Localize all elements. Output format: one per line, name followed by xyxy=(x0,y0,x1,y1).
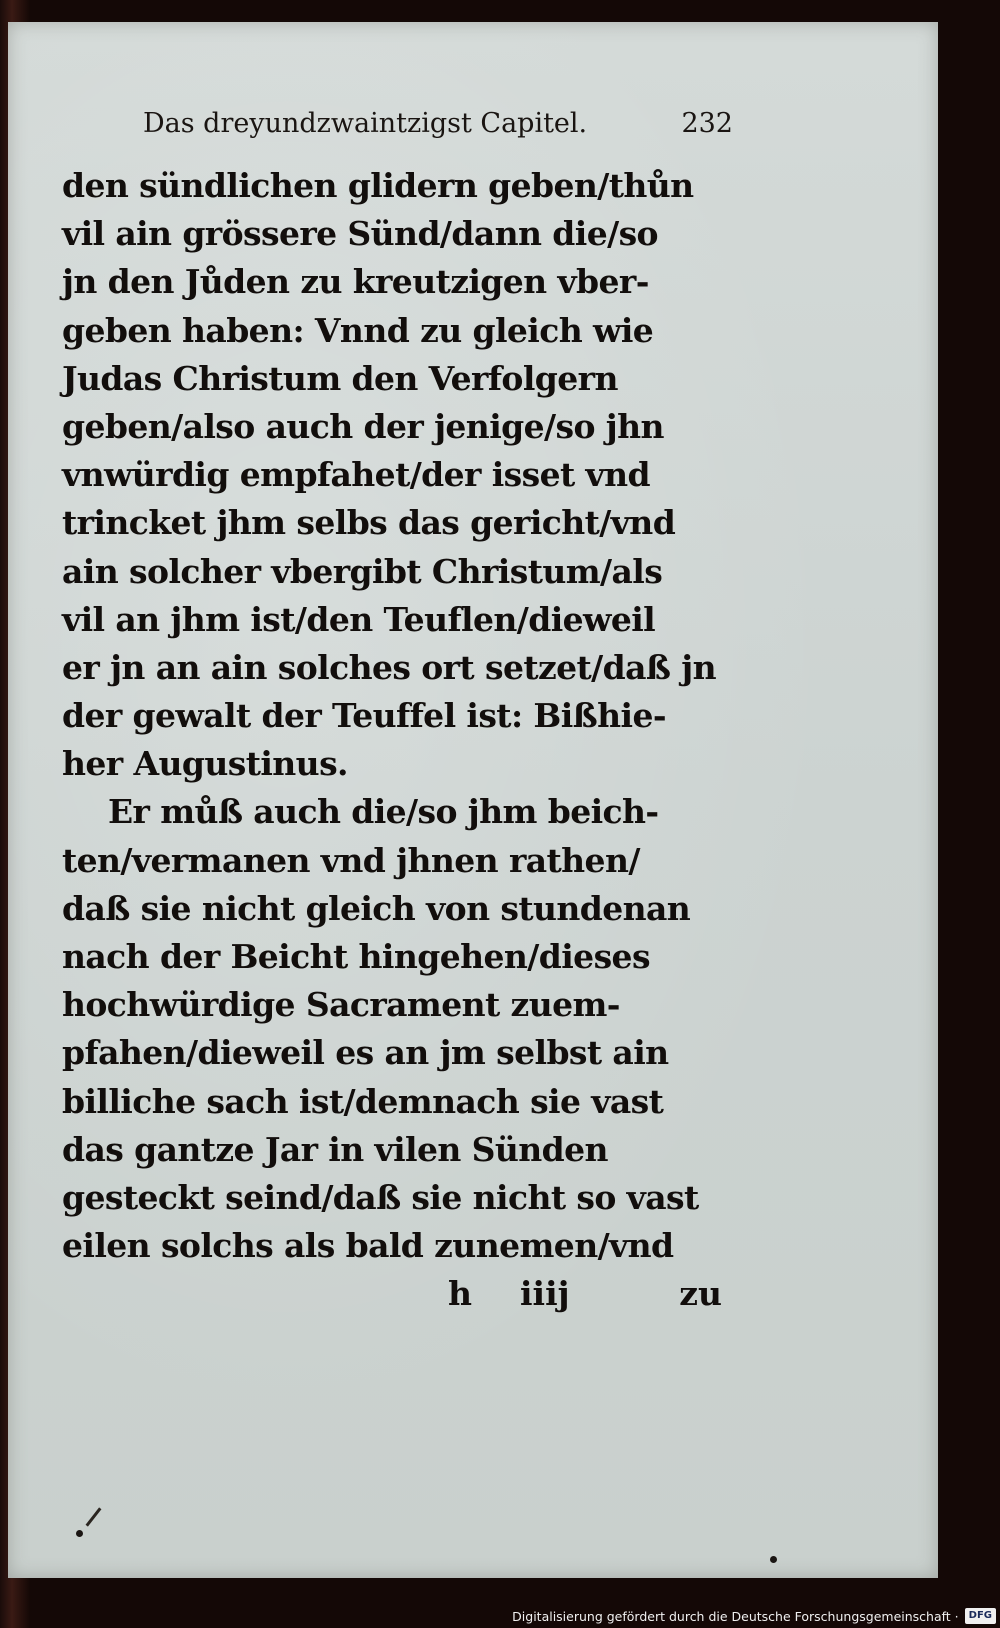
text-line: geben/also auch der jenige/so jhn xyxy=(62,406,664,446)
paragraph-start-line: Er můß auch die/so jhm beich- xyxy=(108,792,659,832)
text-line: Judas Christum den Verfolgern xyxy=(62,358,618,398)
text-line: den sündlichen glidern geben/thůn xyxy=(62,166,694,205)
ink-speck xyxy=(76,1530,83,1537)
text-line: jn den Jůden zu kreutzigen vber- xyxy=(62,262,649,302)
text-line: ten/vermanen vnd jhnen rathen/ xyxy=(62,840,640,880)
text-line: pfahen/dieweil es an jm selbst ain xyxy=(62,1033,669,1073)
text-line: der gewalt der Teuffel ist: Bißhie- xyxy=(62,696,666,736)
catchword: zu xyxy=(679,1274,722,1313)
text-line: gesteckt seind/daß sie nicht so vast xyxy=(62,1177,699,1217)
ink-stroke-mark xyxy=(86,1507,102,1526)
text-line: geben haben: Vnnd zu gleich wie xyxy=(62,310,654,350)
text-line: vnwürdig empfahet/der isset vnd xyxy=(62,455,650,495)
text-line: vil ain grössere Sünd/dann die/so xyxy=(62,214,658,254)
page-footer xyxy=(62,1274,722,1322)
body-text xyxy=(62,162,722,1270)
signature-number: iiij xyxy=(520,1274,570,1313)
dfg-logo: DFG xyxy=(965,1608,996,1624)
text-line: billiche sach ist/demnach sie vast xyxy=(62,1081,664,1121)
text-line: eilen solchs als bald zunemen/vnd xyxy=(62,1226,674,1266)
book-page xyxy=(8,22,938,1578)
text-line: das gantze Jar in vilen Sünden xyxy=(62,1129,608,1169)
signature-mark: h xyxy=(448,1274,472,1313)
text-line: daß sie nicht gleich von stundenan xyxy=(62,888,691,928)
text-line: er jn an ain solches ort setzet/daß jn xyxy=(62,647,716,687)
text-line: vil an jhm ist/den Teuflen/dieweil xyxy=(62,599,656,639)
running-title: Das dreyundzwaintzigst Capitel. xyxy=(143,108,588,139)
text-line: trincket jhm selbs das gericht/vnd xyxy=(62,503,676,543)
digitization-credit xyxy=(512,1606,996,1626)
text-line: ain solcher vbergibt Christum/als xyxy=(62,551,663,591)
running-head xyxy=(143,108,733,148)
folio-number: 232 xyxy=(681,108,733,139)
text-line: nach der Beicht hingehen/dieses xyxy=(62,937,650,976)
text-line: her Augustinus. xyxy=(62,744,348,784)
text-line: hochwürdige Sacrament zuem- xyxy=(62,985,620,1025)
credit-text: Digitalisierung gefördert durch die Deutsche Forschungsgemeinschaft · xyxy=(512,1608,959,1624)
ink-speck xyxy=(770,1556,777,1563)
